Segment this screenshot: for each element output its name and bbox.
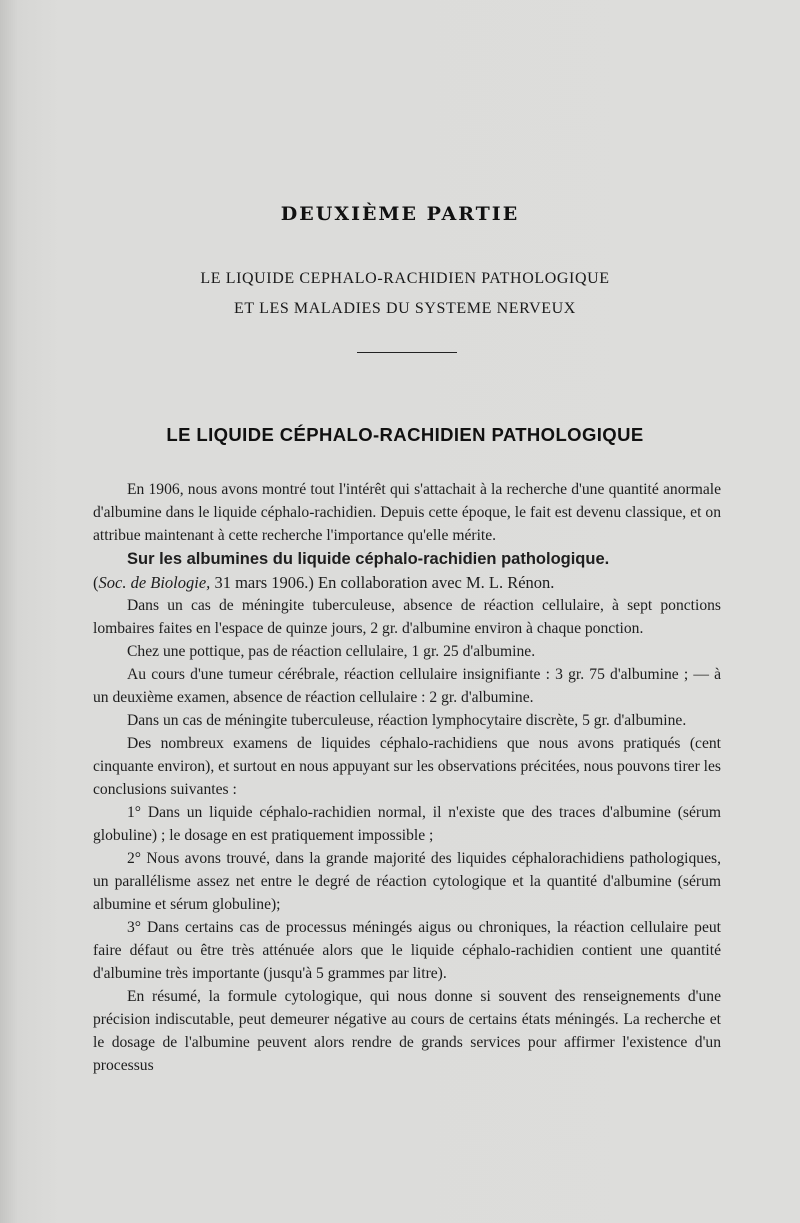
subtitle-line-2: ET LES MALADIES DU SYSTEME NERVEUX xyxy=(234,300,576,317)
subtitle-line-1: LE LIQUIDE CEPHALO-RACHIDIEN PATHOLOGIQUE xyxy=(200,270,610,287)
paper-reference: Sur les albumines du liquide céphalo-rachidien pathologique. (Soc. de Biologie, 31 mars 1906.) En collaboration avec M. L. Rénon. xyxy=(93,550,610,592)
paper-journal: Soc. de Biologie, xyxy=(98,573,211,592)
paragraph: Dans un cas de méningite tuberculeuse, réaction lymphocytaire discrète, 5 gr. d'albumine. xyxy=(127,712,687,729)
section-heading: LE LIQUIDE CÉPHALO-RACHIDIEN PATHOLOGIQUE xyxy=(166,424,644,445)
paper-title: Sur les albumines du liquide céphalo-rachidien pathologique. xyxy=(127,550,610,568)
paragraph: Dans un cas de méningite tuberculeuse, absence de réaction cellulaire, à sept ponctions lombaires faites en l'espace de quinze jours, 2 gr. d'albumine environ à chaque ponction. xyxy=(93,597,721,637)
conclusion-item-3: 3° Dans certains cas de processus méningés aigus ou chroniques, la réaction cellulaire peut faire défaut ou être très atténuée alors que le liquide céphalo-rachidien contient une quantité d'albumine très importante (jusqu'à 5 grammes par litre). xyxy=(93,919,721,982)
paragraph: Des nombreux examens de liquides céphalo-rachidiens que nous avons pratiqués (cent cinquante environ), et surtout en nous appuyant sur les observations précitées, nous pouvons tirer les conclusions suivantes : xyxy=(93,735,721,798)
summary-paragraph: En résumé, la formule cytologique, qui nous donne si souvent des renseignements d'une précision indiscutable, peut demeurer négative au cours de certains états méningés. La recherche et le dosage de l'albumine peuvent alors rendre de grands services pour affirmer l'existence d'un processus xyxy=(93,988,721,1074)
body-text xyxy=(93,478,721,1077)
paragraph: Chez une pottique, pas de réaction cellulaire, 1 gr. 25 d'albumine. xyxy=(127,643,536,660)
paragraph: Au cours d'une tumeur cérébrale, réaction cellulaire insignifiante : 3 gr. 75 d'albumine ; — à un deuxième examen, absence de réaction cellulaire : 2 gr. d'albumine. xyxy=(93,666,721,706)
intro-paragraph: En 1906, nous avons montré tout l'intérêt qui s'attachait à la recherche d'une quantité anormale d'albumine dans le liquide céphalo-rachidien. Depuis cette époque, le fait est devenu classique, et on attribue maintenant à cette recherche l'importance qu'elle mérite. xyxy=(93,481,721,544)
divider-rule xyxy=(357,352,457,353)
conclusion-item-1: 1° Dans un liquide céphalo-rachidien normal, il n'existe que des traces d'albumine (sérum globuline) ; le dosage en est pratiquement impossible ; xyxy=(93,804,721,844)
part-title: DEUXIÈME PARTIE xyxy=(280,203,520,225)
conclusion-item-2: 2° Nous avons trouvé, dans la grande majorité des liquides céphalorachidiens pathologiques, un parallélisme assez net entre le degré de réaction cytologique et la quantité d'albumine (sérum albumine et sérum globuline); xyxy=(93,850,721,913)
paper-citation: 31 mars 1906.) En collaboration avec M. L. Rénon. xyxy=(210,573,555,592)
